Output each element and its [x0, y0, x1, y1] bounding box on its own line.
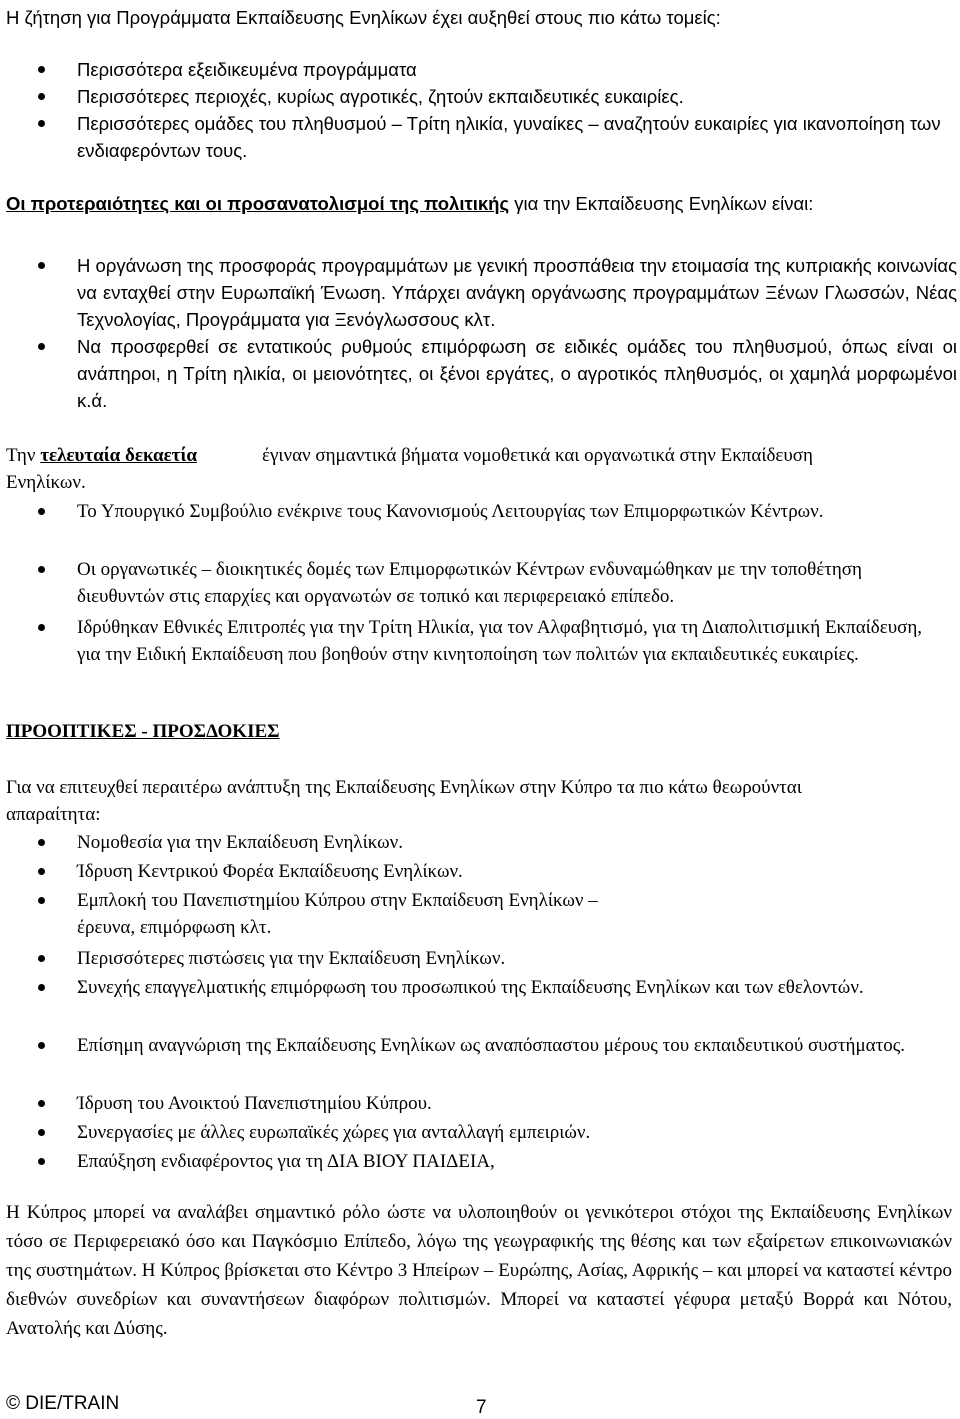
- bullet: [38, 120, 45, 127]
- list-item: Ίδρυση του Ανοικτού Πανεπιστημίου Κύπρου.: [77, 1093, 432, 1114]
- priorities-heading-emph: Οι προτεραιότητες και οι προσανατολισμοί της πολιτικής: [6, 193, 510, 214]
- bullet: [38, 955, 45, 962]
- decade-prefix: Την: [6, 445, 41, 466]
- bullet: [38, 1129, 45, 1136]
- list-item: Να προσφερθεί σε εντατικούς ρυθμούς επιμόρφωση σε ειδικές ομάδες του πληθυσμού, όπως είναι οι ανάπηροι, η Τρίτη ηλικία, οι μειονότητες, οι ξένοι εργάτες, ο αγροτικός πληθυσμός, οι χαμηλά μορφωμένοι κ.ά.: [77, 336, 957, 411]
- bullet: [38, 93, 45, 100]
- list-item: Εμπλοκή του Πανεπιστημίου Κύπρου στην Εκπαίδευση Ενηλίκων – έρευνα, επιμόρφωση κλτ.: [77, 890, 598, 938]
- bullet: [38, 508, 45, 515]
- bullet: [38, 566, 45, 573]
- bullet: [38, 839, 45, 846]
- list-item: Ίδρυση Κεντρικού Φορέα Εκπαίδευσης Ενηλίκων.: [77, 861, 463, 882]
- bullet: [38, 897, 45, 904]
- list-item: Περισσότερες περιοχές, κυρίως αγροτικές, ζητούν εκπαιδευτικές ευκαιρίες.: [77, 86, 684, 107]
- footer-copyright: © DIE/TRAIN: [6, 1393, 120, 1414]
- list-item: Συνεργασίες με άλλες ευρωπαϊκές χώρες για ανταλλαγή εμπειριών.: [77, 1122, 591, 1143]
- list-item: Περισσότερες ομάδες του πληθυσμού – Τρίτη ηλικία, γυναίκες – αναζητούν ευκαιρίες για ικανοποίηση των ενδιαφερόντων τους.: [77, 113, 941, 161]
- closing-paragraph: Η Κύπρος μπορεί να αναλάβει σημαντικό ρόλο ώστε να υλοποιηθούν οι γενικότεροι στόχοι της Εκπαίδευσης Ενηλίκων τόσο σε Περιφερειακό όσο και Παγκόσμιο Επίπεδο, λόγω της γεωγραφικής της θέσης και των εξαίρετων επικοινωνιακών της συστημάτων. Η Κύπρος βρίσκεται στο Κέντρο 3 Ηπείρων – Ευρώπης, Ασίας, Αφρικής – και μπορεί να καταστεί κέντρο διεθνών συνεδρίων και συναντήσεων διαφόρων πολιτισμών. Μπορεί να καταστεί γέφυρα μεταξύ Βορρά και Νότου, Ανατολής και Δύσης.: [6, 1202, 952, 1339]
- list-item: Συνεχής επαγγελματικής επιμόρφωση του προσωπικού της Εκπαίδευσης Ενηλίκων και των εθελοντών.: [77, 977, 864, 998]
- decade-rest-line2: Ενηλίκων.: [6, 472, 86, 493]
- decade-rest: έγιναν σημαντικά βήματα νομοθετικά και οργανωτικά στην Εκπαίδευση: [262, 445, 813, 466]
- list-item: Νομοθεσία για την Εκπαίδευση Ενηλίκων.: [77, 832, 403, 853]
- prospects-intro: Για να επιτευχθεί περαιτέρω ανάπτυξη της Εκπαίδευσης Ενηλίκων στην Κύπρο τα πιο κάτω θεωρούνται απαραίτητα:: [6, 777, 802, 825]
- decade-emph: τελευταία δεκαετία: [40, 445, 197, 466]
- priorities-heading-rest: για την Εκπαίδευσης Ενηλίκων είναι:: [509, 193, 814, 214]
- list-item: Περισσότερα εξειδικευμένα προγράμματα: [77, 59, 417, 80]
- bullet: [38, 1100, 45, 1107]
- decade-line: [6, 442, 197, 469]
- list-item: Οι οργανωτικές – διοικητικές δομές των Επιμορφωτικών Κέντρων ενδυναμώθηκαν με την τοποθέτηση διευθυντών στις επαρχίες και οργανωτών σε τοπικό και περιφερειακό επίπεδο.: [77, 559, 862, 607]
- bullet: [38, 984, 45, 991]
- list-item: Επαύξηση ενδιαφέροντος για τη ΔΙΑ ΒΙΟΥ ΠΑΙΔΕΙΑ,: [77, 1151, 495, 1172]
- list-item: Το Υπουργικό Συμβούλιο ενέκρινε τους Κανονισμούς Λειτουργίας των Επιμορφωτικών Κέντρων.: [77, 501, 824, 522]
- list-item: Η οργάνωση της προσφοράς προγραμμάτων με γενική προσπάθεια την ετοιμασία της κυπριακής κοινωνίας να ενταχθεί στην Ευρωπαϊκή Ένωση. Υπάρχει ανάγκη οργάνωσης προγραμμάτων Ξένων Γλωσσών, Νέας Τεχνολογίας, Προγράμματα για Ξενόγλωσσους κλτ.: [77, 255, 957, 330]
- bullet: [38, 66, 45, 73]
- priorities-heading: [6, 190, 813, 217]
- bullet: [38, 1042, 45, 1049]
- bullet: [38, 624, 45, 631]
- bullet: [38, 262, 45, 269]
- bullet: [38, 343, 45, 350]
- page-number: 7: [476, 1397, 487, 1418]
- bullet: [38, 868, 45, 875]
- prospects-heading: ΠΡΟΟΠΤΙΚΕΣ - ΠΡΟΣΔΟΚΙΕΣ: [6, 721, 280, 742]
- list-item: Περισσότερες πιστώσεις για την Εκπαίδευση Ενηλίκων.: [77, 948, 506, 969]
- demand-intro: Η ζήτηση για Προγράμματα Εκπαίδευσης Ενηλίκων έχει αυξηθεί στους πιο κάτω τομείς:: [6, 7, 721, 28]
- list-item: Ιδρύθηκαν Εθνικές Επιτροπές για την Τρίτη Ηλικία, για τον Αλφαβητισμό, για τη Διαπολιτισμική Εκπαίδευση, για την Ειδική Εκπαίδευση που βοηθούν στην κινητοποίηση των πολιτών για εκπαιδευτικές ευκαιρίες.: [77, 617, 923, 665]
- bullet: [38, 1158, 45, 1165]
- list-item: Επίσημη αναγνώριση της Εκπαίδευσης Ενηλίκων ως αναπόσπαστου μέρους του εκπαιδευτικού συστήματος.: [77, 1035, 906, 1056]
